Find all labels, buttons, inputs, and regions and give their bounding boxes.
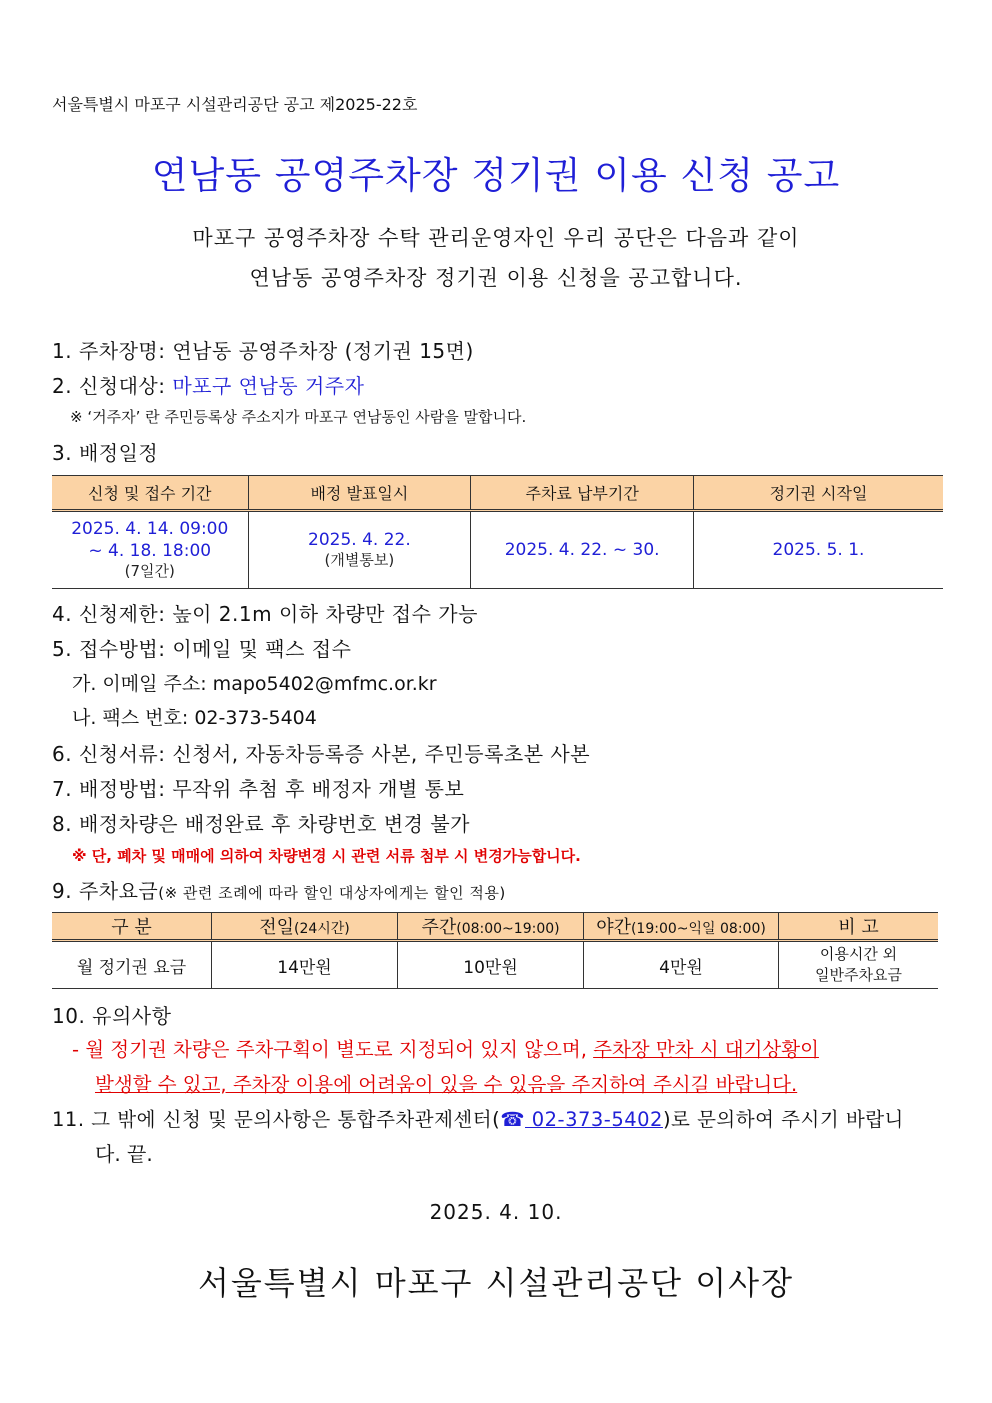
fee-data-row bbox=[52, 941, 938, 989]
intro-line-2: 연남동 공영주차장 정기권 이용 신청을 공고합니다. bbox=[249, 266, 743, 290]
item-schedule-heading: 3. 배정일정 bbox=[52, 441, 159, 465]
phone-icon: ☎ bbox=[500, 1108, 526, 1131]
schedule-period-line2: ~ 4. 18. 18:00 bbox=[88, 541, 212, 562]
item-notice-line1-underlined: 주차장 만차 시 대기상황이 bbox=[593, 1038, 819, 1061]
item-inquiry-text-a: 11. 그 밖에 신청 및 문의사항은 통합주차관제센터( bbox=[52, 1108, 501, 1131]
item-method-fax: 나. 팩스 번호: 02-373-5404 bbox=[72, 707, 317, 729]
fee-header-night-hours: (19:00~익일 08:00) bbox=[630, 921, 766, 937]
item-vehicle-change: 8. 배정차량은 배정완료 후 차량번호 변경 불가 bbox=[52, 812, 470, 836]
item-assignment: 7. 배정방법: 무작위 추첨 후 배정자 개별 통보 bbox=[52, 777, 465, 801]
item-documents: 6. 신청서류: 신청서, 자동차등록증 사본, 주민등록초본 사본 bbox=[52, 742, 591, 766]
schedule-header-payment: 주차료 납부기간 bbox=[471, 476, 694, 511]
schedule-announce-note: (개별통보) bbox=[324, 551, 395, 570]
item-inquiry-text-b: )로 문의하여 주시기 바랍니 bbox=[662, 1108, 904, 1131]
fee-header-row bbox=[52, 913, 938, 941]
schedule-announce-cell bbox=[248, 511, 471, 589]
item-restriction: 4. 신청제한: 높이 2.1m 이하 차량만 접수 가능 bbox=[52, 602, 478, 626]
schedule-header-period: 신청 및 접수 기간 bbox=[52, 476, 248, 511]
fee-header-night bbox=[584, 913, 779, 941]
schedule-payment-cell: 2025. 4. 22. ~ 30. bbox=[471, 511, 694, 589]
fee-header-day-label: 주간 bbox=[421, 917, 457, 938]
item-notice-line2 bbox=[95, 1069, 797, 1097]
item-notice-heading: 10. 유의사항 bbox=[52, 1004, 172, 1028]
fee-header-fullday-hours: (24시간) bbox=[293, 921, 350, 937]
fee-table bbox=[52, 912, 938, 989]
item-inquiry-phone: 02-373-5402 bbox=[525, 1108, 663, 1131]
item-fee bbox=[52, 875, 506, 904]
fee-day-value: 10만원 bbox=[398, 941, 584, 989]
fee-header-day bbox=[398, 913, 584, 941]
fee-header-fullday bbox=[211, 913, 397, 941]
fee-header-remark: 비 고 bbox=[778, 913, 938, 941]
schedule-header-announce: 배정 발표일시 bbox=[248, 476, 471, 511]
fee-header-fullday-label: 전일 bbox=[259, 917, 294, 938]
fee-header-type: 구 분 bbox=[52, 913, 211, 941]
fee-header-day-hours: (08:00~19:00) bbox=[456, 921, 560, 937]
item-method: 5. 접수방법: 이메일 및 팩스 접수 bbox=[52, 637, 352, 661]
notice-date: 2025. 4. 10. bbox=[429, 1200, 563, 1224]
schedule-table bbox=[52, 475, 943, 589]
item-notice-line1-text: - 월 정기권 차량은 주차구획이 별도로 지정되어 있지 않으며, bbox=[72, 1038, 594, 1061]
schedule-period-line1: 2025. 4. 14. 09:00 bbox=[71, 519, 229, 540]
fee-remark-line2: 일반주차요금 bbox=[815, 966, 902, 984]
signature: 서울특별시 마포구 시설관리공단 이사장 bbox=[197, 1264, 795, 1302]
notice-number: 서울특별시 마포구 시설관리공단 공고 제2025-22호 bbox=[52, 95, 418, 114]
fee-header-night-label: 야간 bbox=[596, 917, 631, 938]
fee-remark-cell bbox=[778, 941, 938, 989]
schedule-header-row bbox=[52, 476, 943, 511]
item-inquiry bbox=[52, 1104, 904, 1132]
schedule-data-row bbox=[52, 511, 943, 589]
schedule-period-cell bbox=[52, 511, 248, 589]
item-notice-line1 bbox=[72, 1034, 819, 1062]
schedule-period-note: (7일간) bbox=[124, 562, 175, 581]
item-fee-label: 9. 주차요금 bbox=[52, 879, 159, 903]
schedule-header-start: 정기권 시작일 bbox=[694, 476, 943, 511]
item-target-value: 마포구 연남동 거주자 bbox=[172, 374, 365, 398]
item-fee-note: (※ 관련 조례에 따라 할인 대상자에게는 할인 적용) bbox=[158, 884, 506, 902]
item-method-email: 가. 이메일 주소: mapo5402@mfmc.or.kr bbox=[72, 673, 437, 695]
fee-night-value: 4만원 bbox=[584, 941, 779, 989]
schedule-announce-date: 2025. 4. 22. bbox=[308, 530, 411, 551]
item-vehicle-change-note: ※ 단, 폐차 및 매매에 의하여 차량변경 시 관련 서류 첨부 시 변경가능합니다. bbox=[72, 847, 581, 865]
intro-line-1: 마포구 공영주차장 수탁 관리운영자인 우리 공단은 다음과 같이 bbox=[192, 226, 800, 250]
page-title: 연남동 공영주차장 정기권 이용 신청 공고 bbox=[151, 154, 841, 197]
item-target-label: 2. 신청대상: bbox=[52, 374, 173, 398]
item-target-note: ※ ‘거주자’ 란 주민등록상 주소지가 마포구 연남동인 사람을 말합니다. bbox=[70, 408, 527, 426]
fee-row-label: 월 정기권 요금 bbox=[52, 941, 211, 989]
schedule-start-cell: 2025. 5. 1. bbox=[694, 511, 943, 589]
item-notice-line2-text: 발생할 수 있고, 주차장 이용에 어려움이 있을 수 있음을 주지하여 주시길 바랍니다. bbox=[95, 1073, 798, 1096]
item-parking-name: 1. 주차장명: 연남동 공영주차장 (정기권 15면) bbox=[52, 339, 474, 363]
fee-fullday-value: 14만원 bbox=[211, 941, 397, 989]
item-target bbox=[52, 370, 364, 399]
fee-remark-line1: 이용시간 외 bbox=[819, 945, 898, 963]
item-inquiry-line2: 다. 끝. bbox=[95, 1142, 153, 1166]
